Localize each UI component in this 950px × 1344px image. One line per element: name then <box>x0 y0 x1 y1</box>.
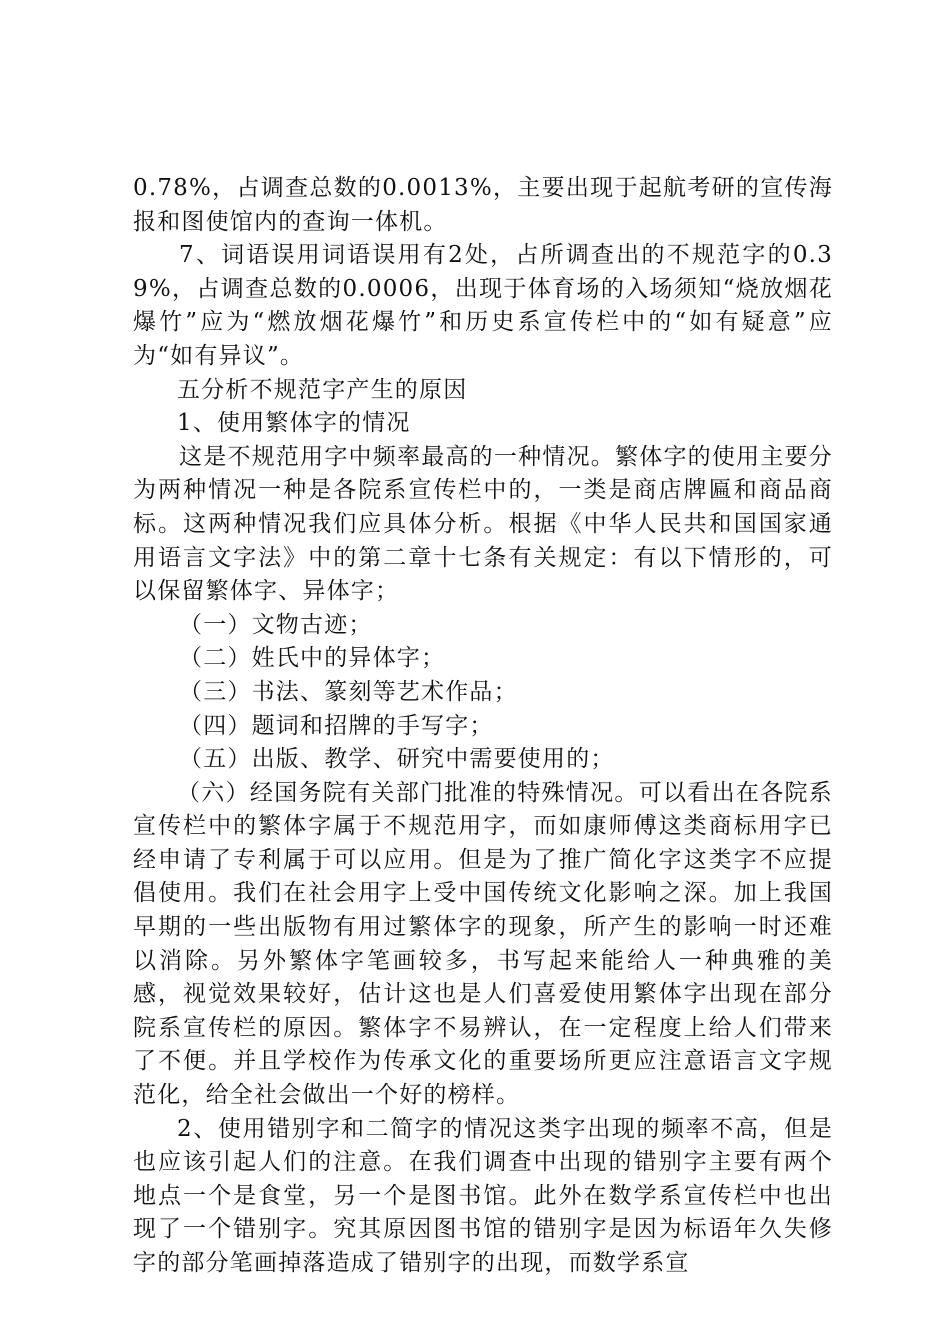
paragraph-traditional-chars: 这是不规范用字中频率最高的一种情况。繁体字的使用主要分为两种情况一种是各院系宣传栏中的，一类是商店牌匾和商品商标。这两种情况我们应具体分析。根据《中华人民共和国国家通用语言文字法》中的第二章十七条有关规定：有以下情形的，可以保留繁体字、异体字； <box>133 443 833 605</box>
list-item-3: （三）书法、篆刻等艺术作品； <box>179 678 518 705</box>
list-item-1: （一）文物古迹； <box>179 611 373 638</box>
subheading-traditional-chars: 1、使用繁体字的情况 <box>177 410 411 437</box>
paragraph-stat-continuation: 0.78%，占调查总数的0.0013%，主要出现于起航考研的宣传海报和图使馆内的查询一体机。 <box>133 175 833 235</box>
paragraph-word-misuse: 7、词语误用词语误用有2处，占所调查出的不规范字的0.39%，占调查总数的0.0006，出现于体育场的入场须知“烧放烟花爆竹”应为“燃放烟花爆竹”和历史系宣传栏中的“如有疑意”应为“如有异议”。 <box>133 242 833 369</box>
list-item-4: （四）题词和招牌的手写字； <box>179 712 494 739</box>
paragraph-list-item-6-analysis: （六）经国务院有关部门批准的特殊情况。可以看出在各院系宣传栏中的繁体字属于不规范用字，而如康师傅这类商标用字已经申请了专利属于可以应用。但是为了推广简化字这类字不应提倡使用。我们在社会用字上受中国传统文化影响之深。加上我国早期的一些出版物有用过繁体字的现象，所产生的影响一时还难以消除。另外繁体字笔画较多，书写起来能给人一种典雅的美感，视觉效果较好，估计这也是人们喜爱使用繁体字出现在部分院系宣传栏的原因。繁体字不易辨认，在一定程度上给人们带来了不便。并且学校作为传承文化的重要场所更应注意语言文字规范化，给全社会做出一个好的榜样。 <box>133 779 833 1109</box>
list-item-5: （五）出版、教学、研究中需要使用的； <box>179 746 615 773</box>
paragraph-typos: 2、使用错别字和二简字的情况这类字出现的频率不高，但是也应该引起人们的注意。在我们调查中出现的错别字主要有两个地点一个是食堂，另一个是图书馆。此外在数学系宣传栏中也出现了一个错别字。究其原因图书馆的错别字是因为标语年久失修字的部分笔画掉落造成了错别字的出现，而数学系宣 <box>133 1115 833 1276</box>
list-item-2: （二）姓氏中的异体字； <box>179 645 446 672</box>
section-heading-causes: 五分析不规范字产生的原因 <box>177 376 468 403</box>
document-body <box>133 172 833 1281</box>
